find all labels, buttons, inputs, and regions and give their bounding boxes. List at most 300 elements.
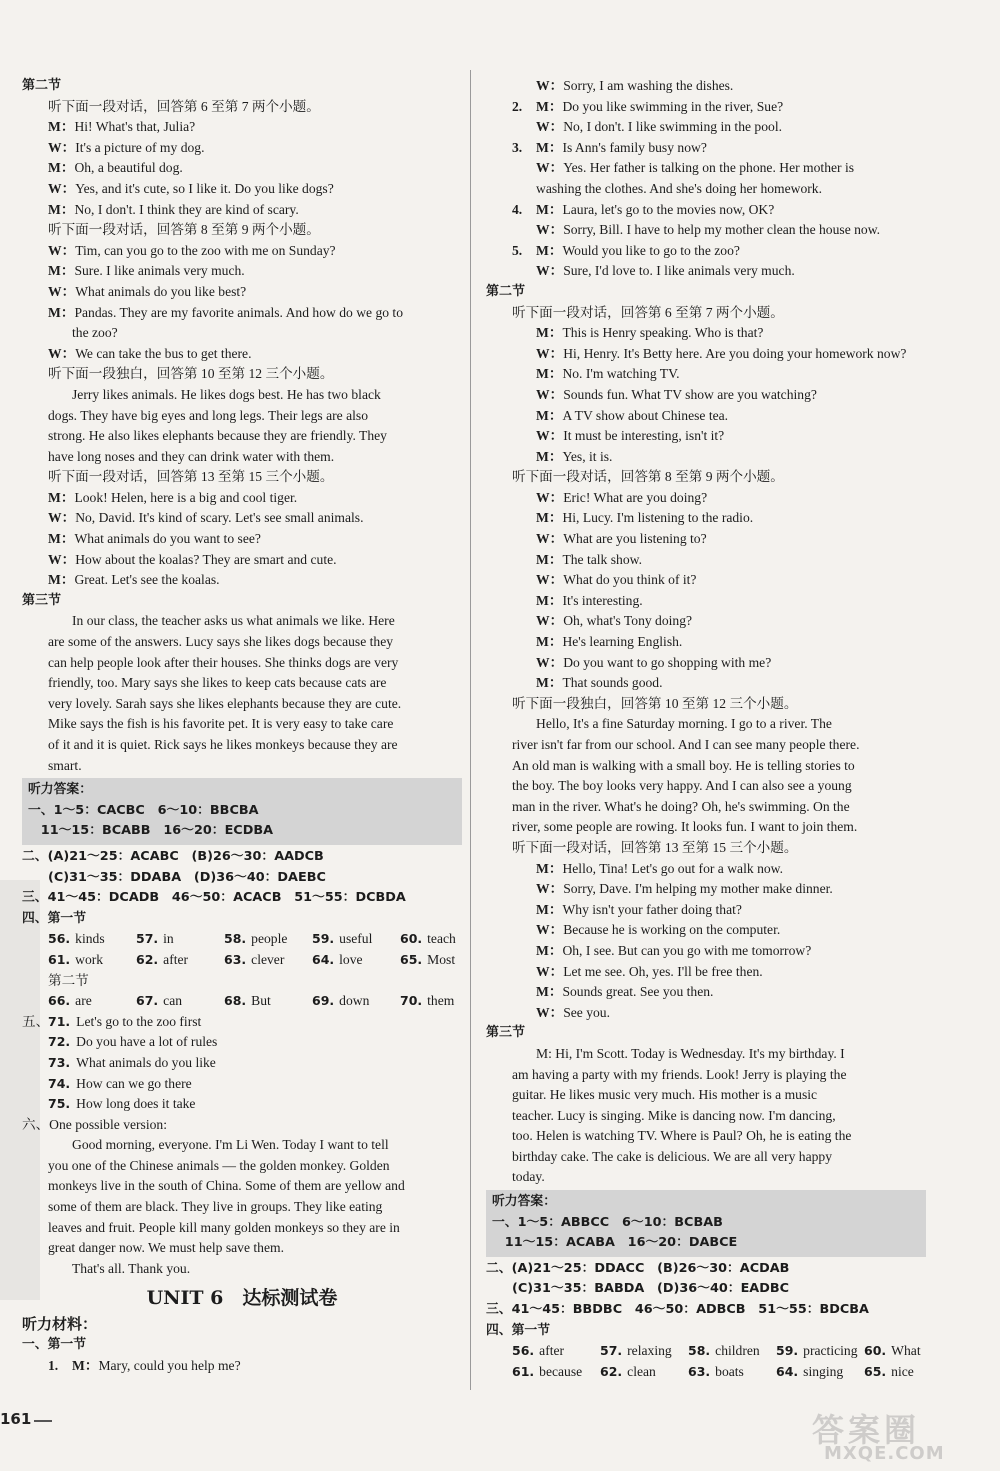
answer-line: 四、第一节 [486, 1322, 550, 1338]
fill-blank-item [512, 1341, 600, 1362]
fill-blank-item [864, 1362, 934, 1383]
speaker-label: M： [536, 448, 563, 464]
speaker-label: W： [536, 78, 564, 93]
fill-blank-number: 58. [224, 931, 247, 947]
dialogue-line [486, 982, 926, 1003]
fill-blank-item [136, 950, 224, 971]
text-line: friendly, too. Mary says she likes to keep cats because cats are [48, 675, 387, 691]
text-line: 六、One possible version: [22, 1116, 167, 1132]
fill-blank-number: 56. [48, 931, 71, 947]
dialogue-text: Hi! What's that, Julia? [74, 119, 196, 135]
speaker-label: W： [536, 386, 564, 402]
text-line: the boy. The boy looks very happy. And I can also see a young [512, 778, 852, 794]
dialogue-text: Sounds great. See you then. [562, 984, 714, 1000]
answer-key-line: 听力答案： [492, 1194, 556, 1210]
fill-blank-number: 67. [136, 993, 159, 1009]
text-line: am having a party with my friends. Look! Jerry is playing the [512, 1066, 847, 1082]
fill-blank-item [48, 929, 136, 950]
dialogue-text: He's learning English. [562, 634, 683, 650]
dialogue-line [486, 611, 926, 632]
fill-blank-answer: are [75, 993, 92, 1009]
item-number: 3. [512, 139, 523, 155]
fill-blank-answer: because [539, 1363, 583, 1379]
text-line: Mike says the fish is his favorite pet. It is very easy to take care [48, 716, 394, 732]
dialogue-text: No. I'm watching TV. [562, 366, 680, 382]
answer-key-box [486, 1190, 926, 1257]
item-number: 71. [48, 1013, 71, 1029]
speaker-label: M： [536, 510, 563, 526]
fill-blank-answer: practicing [803, 1343, 858, 1359]
fill-blank-answer: teach [427, 931, 456, 947]
dialogue-text: We can take the bus to get there. [75, 345, 252, 361]
fill-blank-number: 63. [224, 951, 247, 967]
dialogue-line [22, 117, 462, 138]
dialogue-text: Because he is working on the computer. [563, 922, 781, 938]
dialogue-text: Sorry, Bill. I have to help my mother clean the house now. [563, 222, 881, 238]
speaker-label: W： [536, 881, 564, 897]
dialogue-text: No, I don't. I think they are kind of scary. [74, 201, 299, 217]
text-line: washing the clothes. And she's doing her homework. [536, 180, 822, 196]
text-line: 听下面一段独白，回答第 10 至第 12 三个小题。 [48, 366, 334, 382]
speaker-label: W： [48, 510, 76, 526]
dialogue-text: Is Ann's family busy now? [562, 139, 707, 155]
answer-key-line: 听力答案： [28, 782, 92, 798]
section-heading: 第三节 [486, 1025, 526, 1041]
dialogue-text: Sounds fun. What TV show are you watching? [563, 386, 817, 402]
speaker-label: M： [48, 572, 75, 588]
dialogue-line [486, 920, 926, 941]
text-line: That's all. Thank you. [72, 1260, 191, 1276]
page-number-rule [34, 1420, 52, 1422]
text-line: river, some people are rowing. It looks fun. I want to join them. [512, 819, 858, 835]
answer-line: 四、第一节 [22, 910, 86, 926]
dialogue-line [486, 859, 926, 880]
speaker-label: W： [48, 139, 76, 155]
sentence-text: What animals do you like [76, 1054, 216, 1070]
fill-blank-answer: useful [339, 931, 373, 947]
fill-blank-item [600, 1341, 688, 1362]
fill-blank-answer: them [427, 993, 455, 1009]
item-number: 2. [512, 98, 523, 114]
unit-title: UNIT 6 达标测试卷 [146, 1287, 338, 1310]
fill-blank-item [48, 991, 136, 1012]
text-line: too. Helen is watching TV. Where is Paul? Oh, he is eating the [512, 1128, 852, 1144]
fill-blank-answer: relaxing [627, 1343, 672, 1359]
speaker-label: W： [536, 345, 564, 361]
text-line: can help people look after their houses. She thinks dogs are very [48, 654, 399, 670]
dialogue-line [486, 220, 926, 241]
speaker-label: W： [536, 1004, 564, 1020]
dialogue-text: Mary, could you help me? [98, 1358, 241, 1374]
dialogue-line [22, 570, 462, 591]
dialogue-text: Tim, can you go to the zoo with me on Sunday? [75, 242, 336, 258]
text-line: 听下面一段对话，回答第 13 至第 15 三个小题。 [512, 839, 798, 855]
text-line: man in the river. What's he doing? Oh, he's swimming. On the [512, 798, 850, 814]
fill-blank-item [688, 1362, 776, 1383]
right-column [486, 76, 926, 1382]
speaker-label: M： [72, 1358, 99, 1374]
fill-blank-answer: after [539, 1343, 565, 1359]
item-number: 74. [48, 1075, 71, 1091]
fill-blank-number: 60. [864, 1343, 887, 1359]
speaker-label: W： [536, 222, 564, 238]
fill-blank-answer: singing [803, 1363, 844, 1379]
dialogue-text: Sure, I'd love to. I like animals very much. [563, 263, 795, 279]
dialogue-line [486, 550, 926, 571]
left-column [22, 76, 462, 1377]
speaker-label: M： [48, 489, 75, 505]
speaker-label: W： [536, 263, 564, 279]
text-line: strong. He also likes elephants because they are friendly. They [48, 428, 387, 444]
speaker-label: M： [536, 366, 563, 382]
dialogue-text: Yes. Her father is talking on the phone. Her mother is [563, 160, 855, 176]
text-line: 听下面一段对话，回答第 8 至第 9 两个小题。 [48, 222, 320, 238]
dialogue-text: What animals do you like best? [75, 283, 247, 299]
dialogue-text: What are you listening to? [563, 531, 707, 547]
dialogue-line [22, 261, 462, 282]
answer-key-line: 一、1～5：CACBC 6～10：BBCBA [28, 802, 259, 818]
item-number: 1. [48, 1358, 59, 1374]
text-line: Hello, It's a fine Saturday morning. I go to a river. The [536, 716, 832, 732]
fill-blank-number: 56. [512, 1343, 535, 1359]
fill-blank-item [776, 1341, 864, 1362]
text-line: An old man is walking with a small boy. He is telling stories to [512, 757, 855, 773]
fill-blank-item [312, 950, 400, 971]
text-line: very lovely. Sarah says she likes elephants because they are cute. [48, 695, 402, 711]
text-line: great danger now. We must help save them. [48, 1240, 284, 1256]
speaker-label: M： [536, 984, 563, 1000]
text-line: 听下面一段独白，回答第 10 至第 12 三个小题。 [512, 695, 798, 711]
speaker-label: W： [536, 922, 564, 938]
speaker-label: M： [536, 325, 563, 341]
dialogue-line [486, 138, 926, 159]
dialogue-text: It's a picture of my dog. [75, 139, 205, 155]
answer-key-box [22, 778, 462, 845]
speaker-label: W： [536, 963, 564, 979]
fill-blank-number: 61. [48, 951, 71, 967]
dialogue-text: Hi, Henry. It's Betty here. Are you doing your homework now? [563, 345, 907, 361]
dialogue-text: A TV show about Chinese tea. [562, 407, 729, 423]
text-line: M: Hi, I'm Scott. Today is Wednesday. It's my birthday. I [536, 1045, 845, 1061]
fill-blank-item [224, 950, 312, 971]
dialogue-line [22, 1356, 462, 1377]
dialogue-line [22, 508, 462, 529]
speaker-label: M： [48, 304, 75, 320]
dialogue-text: This is Henry speaking. Who is that? [562, 325, 764, 341]
speaker-label: W： [536, 654, 564, 670]
fill-blank-item [400, 950, 470, 971]
fill-blank-answer: nice [891, 1363, 914, 1379]
fill-blank-row [486, 1341, 926, 1362]
fill-blank-number: 64. [312, 951, 335, 967]
dialogue-line [486, 632, 926, 653]
item-number: 75. [48, 1096, 71, 1112]
fill-blank-number: 60. [400, 931, 423, 947]
dialogue-line [486, 447, 926, 468]
fill-blank-number: 62. [600, 1363, 623, 1379]
dialogue-text: Do you want to go shopping with me? [563, 654, 772, 670]
dialogue-line [486, 488, 926, 509]
fill-blank-number: 62. [136, 951, 159, 967]
fill-blank-answer: clean [627, 1363, 656, 1379]
dialogue-line [22, 282, 462, 303]
speaker-label: W： [48, 180, 76, 196]
text-line: of it and it is quiet. Rick says he likes monkeys because they are [48, 737, 398, 752]
fill-blank-answer: boats [715, 1363, 744, 1379]
dialogue-text: It must be interesting, isn't it? [563, 428, 725, 444]
text-line: have long noses and they can drink water with them. [48, 448, 335, 464]
dialogue-text: No, David. It's kind of scary. Let's see small animals. [75, 510, 364, 526]
answer-key-line: 一、1～5：ABBCC 6～10：BCBAB [492, 1214, 723, 1230]
fill-blank-number: 59. [312, 931, 335, 947]
fill-blank-row [22, 950, 462, 971]
text-line: 听下面一段对话，回答第 6 至第 7 两个小题。 [48, 98, 320, 114]
dialogue-line [22, 550, 462, 571]
speaker-label: W： [48, 242, 76, 258]
dialogue-text: Eric! What are you doing? [563, 489, 708, 505]
dialogue-line [486, 76, 926, 97]
dialogue-text: What do you think of it? [563, 572, 697, 588]
speaker-label: M： [536, 675, 563, 691]
text-line: 听下面一段对话，回答第 6 至第 7 两个小题。 [512, 304, 784, 320]
text-line: leaves and fruit. People kill many golden monkeys so they are in [48, 1219, 400, 1235]
dialogue-line [486, 406, 926, 427]
fill-blank-answer: down [339, 993, 370, 1009]
text-line: Jerry likes animals. He likes dogs best. He has two black [72, 386, 381, 402]
text-line: 听下面一段对话，回答第 13 至第 15 三个小题。 [48, 469, 334, 485]
dialogue-text: Laura, let's go to the movies now, OK? [562, 201, 775, 217]
text-line: smart. [48, 757, 82, 773]
section-heading: 第三节 [22, 592, 62, 608]
fill-blank-answer: What [891, 1343, 921, 1359]
dialogue-line [22, 138, 462, 159]
fill-blank-item [48, 950, 136, 971]
fill-blank-number: 61. [512, 1363, 535, 1379]
text-line: monkeys live in the south of China. Some of them are yellow and [48, 1178, 405, 1194]
fill-blank-number: 68. [224, 993, 247, 1009]
dialogue-line [486, 591, 926, 612]
fill-blank-answer: clever [251, 951, 285, 967]
fill-blank-item [224, 991, 312, 1012]
answer-line: (C)31～35：DDABA (D)36～40：DAEBC [48, 869, 326, 885]
dialogue-line [486, 508, 926, 529]
fill-blank-item [312, 929, 400, 950]
text-line: teacher. Lucy is singing. Mike is dancing now. I'm dancing, [512, 1107, 836, 1123]
speaker-label: M： [536, 634, 563, 650]
fill-blank-row [486, 1362, 926, 1383]
dialogue-text: Sorry, I am washing the dishes. [563, 78, 734, 93]
dialogue-line [486, 385, 926, 406]
fill-blank-row [22, 929, 462, 950]
dialogue-text: It's interesting. [562, 592, 643, 608]
dialogue-line [486, 673, 926, 694]
watermark-logo-text: 答案圈 [812, 1411, 921, 1449]
fill-blank-item [400, 991, 470, 1012]
dialogue-line [486, 200, 926, 221]
dialogue-line [22, 303, 462, 324]
speaker-label: M： [48, 160, 75, 176]
speaker-label: W： [536, 428, 564, 444]
speaker-label: M： [536, 98, 563, 114]
text-line: 听下面一段对话，回答第 8 至第 9 两个小题。 [512, 469, 784, 485]
text-line: 第二节 [48, 972, 89, 988]
answer-line: 二、(A)21～25：DDACC (B)26～30：ACDAB [486, 1260, 790, 1276]
fill-blank-number: 57. [136, 931, 159, 947]
dialogue-text: Oh, I see. But can you go with me tomorrow? [562, 942, 812, 958]
dialogue-line [22, 158, 462, 179]
item-number: 4. [512, 201, 523, 217]
dialogue-line [486, 323, 926, 344]
text-line: Good morning, everyone. I'm Li Wen. Today I want to tell [72, 1137, 389, 1153]
speaker-label: M： [536, 592, 563, 608]
dialogue-text: Let me see. Oh, yes. I'll be free then. [563, 963, 763, 979]
speaker-label: M： [48, 201, 75, 217]
speaker-label: M： [536, 242, 563, 258]
speaker-label: M： [48, 119, 75, 135]
fill-blank-answer: work [75, 951, 104, 967]
fill-blank-answer: love [339, 951, 363, 967]
sentence-answer [22, 1032, 462, 1053]
fill-blank-number: 57. [600, 1343, 623, 1359]
dialogue-text: Yes, it is. [562, 448, 613, 464]
fill-blank-answer: people [251, 931, 288, 947]
speaker-label: M： [536, 860, 563, 876]
dialogue-line [486, 241, 926, 262]
section-heading: 第二节 [486, 283, 526, 299]
fill-blank-answer: in [163, 931, 174, 947]
fill-blank-number: 59. [776, 1343, 799, 1359]
answer-line: 一、第一节 [22, 1337, 86, 1353]
sentence-answer [22, 1053, 462, 1074]
dialogue-line [486, 529, 926, 550]
speaker-label: M： [48, 263, 75, 279]
fill-blank-answer: children [715, 1343, 760, 1359]
fill-blank-number: 66. [48, 993, 71, 1009]
fill-blank-item [864, 1341, 934, 1362]
text-line: birthday cake. The cake is delicious. We are all very happy [512, 1148, 832, 1164]
dialogue-text: No, I don't. I like swimming in the pool. [563, 119, 782, 135]
item-number: 72. [48, 1034, 71, 1050]
dialogue-text: Hi, Lucy. I'm listening to the radio. [562, 510, 754, 526]
dialogue-line [22, 529, 462, 550]
dialogue-line [486, 426, 926, 447]
watermark-url: MXQE.COM [824, 1443, 945, 1464]
speaker-label: W： [536, 572, 564, 588]
sentence-text: Do you have a lot of rules [76, 1034, 218, 1050]
answer-line: 三、41～45：DCADB 46～50：ACACB 51～55：DCBDA [22, 890, 406, 906]
listening-material-heading: 听力材料： [22, 1315, 98, 1334]
sentence-answer [22, 1012, 462, 1033]
dialogue-line [486, 962, 926, 983]
dialogue-text: Hello, Tina! Let's go out for a walk now. [562, 860, 783, 876]
dialogue-line [22, 344, 462, 365]
dialogue-line [22, 488, 462, 509]
sentence-text: Let's go to the zoo first [76, 1013, 202, 1029]
text-line: dogs. They have big eyes and long legs. Their legs are also [48, 407, 369, 423]
sentence-text: How can we go there [76, 1075, 192, 1091]
page-number: 161 [0, 1410, 32, 1428]
fill-blank-answer: after [163, 951, 189, 967]
dialogue-line [486, 879, 926, 900]
dialogue-line [486, 941, 926, 962]
fill-blank-number: 69. [312, 993, 335, 1009]
sentence-text: How long does it take [76, 1096, 196, 1112]
speaker-label: M： [536, 942, 563, 958]
fill-blank-item [400, 929, 470, 950]
fill-blank-item [512, 1362, 600, 1383]
dialogue-line [486, 158, 926, 179]
fill-blank-item [688, 1341, 776, 1362]
speaker-label: W： [536, 531, 564, 547]
speaker-label: W： [536, 613, 564, 629]
section-prefix: 五、 [22, 1013, 50, 1029]
dialogue-text: Look! Helen, here is a big and cool tiger. [74, 489, 298, 505]
fill-blank-item [136, 991, 224, 1012]
dialogue-text: Sure. I like animals very much. [74, 263, 245, 279]
dialogue-line [22, 241, 462, 262]
text-line: In our class, the teacher asks us what animals we like. Here [72, 613, 395, 629]
dialogue-text: Do you like swimming in the river, Sue? [562, 98, 784, 114]
item-number: 73. [48, 1054, 71, 1070]
answer-line: 三、41～45：BBDBC 46～50：ADBCB 51～55：BDCBA [486, 1302, 869, 1318]
text-line: today. [512, 1169, 545, 1185]
fill-blank-answer: But [251, 993, 271, 1009]
fill-blank-item [136, 929, 224, 950]
dialogue-text: Would you like to go to the zoo? [562, 242, 740, 258]
text-line: guitar. He likes music very much. His mother is a music [512, 1087, 818, 1103]
dialogue-text: Sorry, Dave. I'm helping my mother make dinner. [563, 881, 833, 897]
dialogue-text: Oh, a beautiful dog. [74, 160, 183, 176]
speaker-label: M： [536, 551, 563, 567]
speaker-label: M： [536, 139, 563, 155]
dialogue-line [486, 97, 926, 118]
fill-blank-number: 63. [688, 1363, 711, 1379]
fill-blank-item [312, 991, 400, 1012]
speaker-label: W： [536, 160, 564, 176]
text-line: are some of the answers. Lucy says she likes dogs because they [48, 634, 394, 650]
fill-blank-item [224, 929, 312, 950]
dialogue-line [486, 364, 926, 385]
speaker-label: W： [48, 345, 76, 361]
dialogue-line [486, 653, 926, 674]
speaker-label: W： [48, 283, 76, 299]
fill-blank-number: 58. [688, 1343, 711, 1359]
answer-key-line: 11～15：ACABA 16～20：DABCE [492, 1235, 738, 1251]
dialogue-line [486, 117, 926, 138]
dialogue-text: Yes, and it's cute, so I like it. Do you like dogs? [75, 180, 334, 196]
speaker-label: M： [536, 201, 563, 217]
dialogue-line [486, 570, 926, 591]
dialogue-text: Oh, what's Tony doing? [563, 613, 693, 629]
fill-blank-row [22, 991, 462, 1012]
fill-blank-item [600, 1362, 688, 1383]
fill-blank-number: 70. [400, 993, 423, 1009]
dialogue-text: Why isn't your father doing that? [562, 901, 742, 917]
answer-line: (C)31～35：BABDA (D)36～40：EADBC [512, 1281, 789, 1297]
speaker-label: W： [536, 119, 564, 135]
dialogue-line [486, 900, 926, 921]
dialogue-line [22, 179, 462, 200]
speaker-label: W： [48, 551, 76, 567]
dialogue-text: Great. Let's see the koalas. [74, 572, 220, 588]
fill-blank-answer: Most [427, 951, 456, 967]
fill-blank-answer: can [163, 993, 183, 1009]
text-line: you one of the Chinese animals — the golden monkey. Golden [48, 1157, 390, 1173]
answer-key-line: 11～15：BCABB 16～20：ECDBA [28, 823, 273, 839]
dialogue-line [22, 200, 462, 221]
speaker-label: M： [536, 901, 563, 917]
dialogue-line [486, 344, 926, 365]
